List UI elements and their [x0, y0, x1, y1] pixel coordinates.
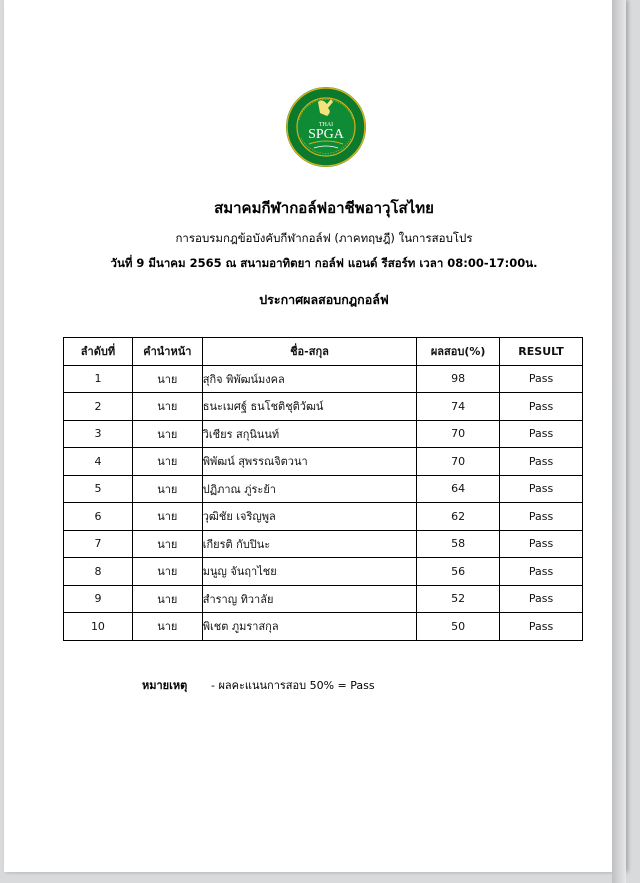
- results-table: [63, 337, 583, 641]
- row-prefix: นาย: [132, 420, 202, 448]
- row-prefix: นาย: [132, 475, 202, 503]
- row-result: Pass: [500, 475, 583, 503]
- table-row: [64, 420, 583, 448]
- row-score: 56: [417, 558, 500, 586]
- row-number: 4: [64, 448, 133, 476]
- row-prefix: นาย: [132, 393, 202, 421]
- logo-spga-text: SPGA: [308, 127, 344, 142]
- row-name: เกียรติ กับปินะ: [202, 530, 416, 558]
- row-prefix: นาย: [132, 448, 202, 476]
- row-number: 2: [64, 393, 133, 421]
- row-result: Pass: [500, 393, 583, 421]
- table-row: [64, 393, 583, 421]
- row-prefix: นาย: [132, 365, 202, 393]
- table-row: [64, 475, 583, 503]
- announcement-title: ประกาศผลสอบกฎกอล์ฟ: [259, 292, 389, 307]
- row-number: 1: [64, 365, 133, 393]
- column-header-name: ชื่อ-สกุล: [202, 338, 416, 366]
- row-score: 98: [417, 365, 500, 393]
- thai-spga-logo-icon: [285, 86, 367, 168]
- column-header-result: RESULT: [500, 338, 583, 366]
- table-row: [64, 448, 583, 476]
- row-score: 62: [417, 503, 500, 531]
- course-title: การอบรมกฎข้อบังคับกีฬากอล์ฟ (ภาคทฤษฎี) ในการสอบโปร: [175, 231, 473, 245]
- note-label: หมายเหตุ: [142, 679, 188, 692]
- column-header-score: ผลสอบ(%): [417, 338, 500, 366]
- row-result: Pass: [500, 613, 583, 641]
- column-header-prefix: คำนำหน้า: [132, 338, 202, 366]
- row-name: วุฒิชัย เจริญพูล: [202, 503, 416, 531]
- table-row: [64, 530, 583, 558]
- row-result: Pass: [500, 365, 583, 393]
- row-number: 6: [64, 503, 133, 531]
- row-number: 10: [64, 613, 133, 641]
- column-header-number: ลำดับที่: [64, 338, 133, 366]
- date-venue: วันที่ 9 มีนาคม 2565 ณ สนามอาทิตยา กอล์ฟ แอนด์ รีสอร์ท เวลา 08:00-17:00น.: [110, 256, 538, 270]
- row-number: 5: [64, 475, 133, 503]
- note-text: - ผลคะแนนการสอบ 50% = Pass: [211, 679, 375, 692]
- row-name: ปฏิภาณ ภู่ระย้า: [202, 475, 416, 503]
- row-score: 70: [417, 448, 500, 476]
- table-header-row: [64, 338, 583, 366]
- row-number: 8: [64, 558, 133, 586]
- page-edge-shadow: [612, 0, 626, 883]
- row-name: สำราญ ทิวาลัย: [202, 585, 416, 613]
- table-row: [64, 613, 583, 641]
- row-name: พิพัฒน์ สุพรรณจิตวนา: [202, 448, 416, 476]
- logo-thai-text: THAI: [318, 122, 334, 128]
- row-score: 70: [417, 420, 500, 448]
- table-row: [64, 558, 583, 586]
- row-name: ธนะเมศฐ์ ธนโชติชุติวัฒน์: [202, 393, 416, 421]
- table-row: [64, 503, 583, 531]
- row-score: 64: [417, 475, 500, 503]
- row-number: 7: [64, 530, 133, 558]
- row-prefix: นาย: [132, 585, 202, 613]
- row-prefix: นาย: [132, 613, 202, 641]
- row-result: Pass: [500, 503, 583, 531]
- row-score: 50: [417, 613, 500, 641]
- row-score: 52: [417, 585, 500, 613]
- document-page: [4, 0, 626, 872]
- row-number: 9: [64, 585, 133, 613]
- row-score: 74: [417, 393, 500, 421]
- row-name: สุกิจ พิพัฒน์มงคล: [202, 365, 416, 393]
- row-name: วิเชียร สกุนินนท์: [202, 420, 416, 448]
- row-result: Pass: [500, 585, 583, 613]
- row-name: มนูญ จันฤาไชย: [202, 558, 416, 586]
- organization-title: สมาคมกีฬากอล์ฟอาชีพอาวุโสไทย: [214, 199, 434, 217]
- row-score: 58: [417, 530, 500, 558]
- row-result: Pass: [500, 558, 583, 586]
- row-number: 3: [64, 420, 133, 448]
- row-result: Pass: [500, 448, 583, 476]
- table-row: [64, 585, 583, 613]
- row-result: Pass: [500, 420, 583, 448]
- row-prefix: นาย: [132, 558, 202, 586]
- row-result: Pass: [500, 530, 583, 558]
- table-row: [64, 365, 583, 393]
- row-prefix: นาย: [132, 503, 202, 531]
- row-prefix: นาย: [132, 530, 202, 558]
- row-name: พิเชต ภูมราสกุล: [202, 613, 416, 641]
